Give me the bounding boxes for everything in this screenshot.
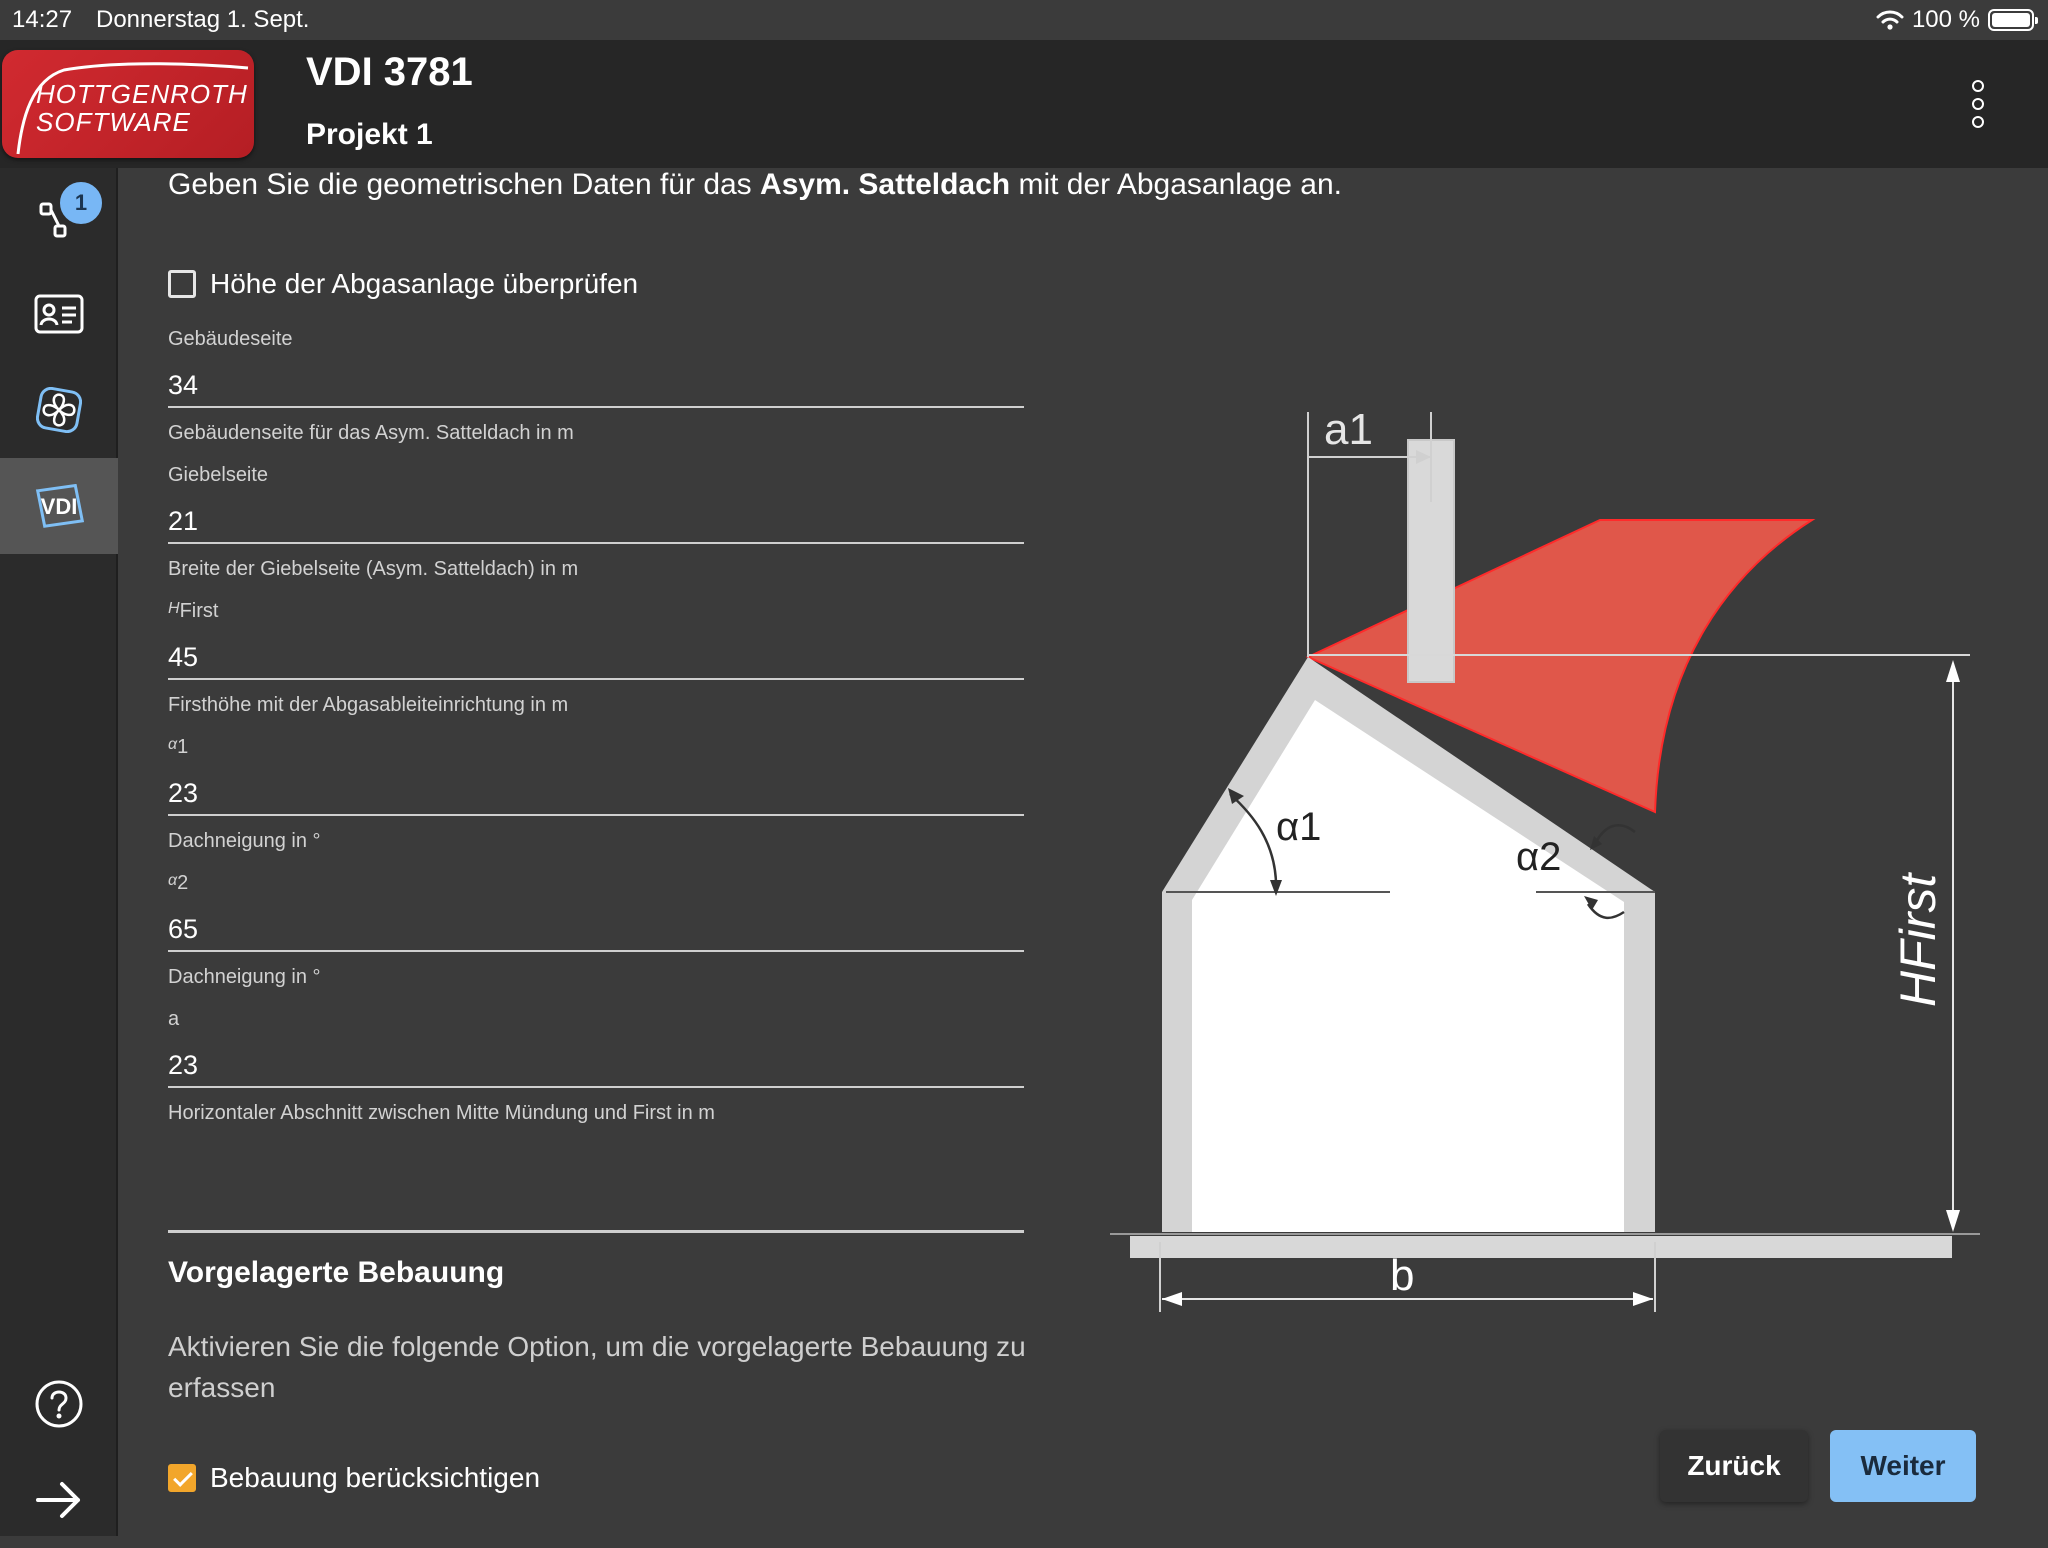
dot-icon (1972, 80, 1984, 92)
gebaeudeseite-input[interactable]: 34 (168, 370, 199, 400)
sidebar-item-contacts[interactable] (0, 266, 118, 362)
field-giebelseite (168, 464, 1024, 581)
diagram-label-alpha2: α2 (1516, 835, 1562, 879)
section-description: Aktivieren Sie die folgende Option, um die vorgelagerte Bebauung zu erfassen (168, 1331, 1026, 1403)
intro-text: Geben Sie die geometrischen Daten für das Asym. Satteldach mit der Abgasanlage an. (168, 168, 1343, 201)
dot-icon (1972, 98, 1984, 110)
diagram-label-a1: a1 (1324, 405, 1373, 454)
battery-icon (1988, 9, 2034, 31)
field-hint: Dachneigung in ° (168, 830, 321, 852)
field-hint: Firsthöhe mit der Abgasableiteinrichtung in m (168, 694, 569, 716)
project-name: Projekt 1 (306, 118, 433, 151)
vdi-icon (34, 484, 84, 528)
vdi-icon-label: VDI (40, 494, 78, 519)
field-hint: Gebäudenseite für das Asym. Satteldach in m (168, 422, 574, 444)
status-date: Donnerstag 1. Sept. (96, 6, 310, 33)
diagram-label-alpha1: α1 (1276, 805, 1322, 849)
field-label: $^H$First (168, 600, 219, 622)
input-underline (168, 678, 1024, 680)
hottgenroth-logo (2, 50, 254, 158)
field-label: Giebelseite (168, 464, 269, 486)
battery-percent: 100 % (1911, 6, 1980, 33)
giebelseite-input[interactable]: 21 (168, 506, 199, 536)
logo-line1: HOTTGENROTH (36, 79, 248, 109)
roof-diagram (1100, 392, 1980, 1322)
more-options-button[interactable] (1962, 76, 1992, 136)
notification-badge: 1 (58, 180, 104, 226)
hfirst-input[interactable]: 45 (168, 642, 199, 672)
field-gebaeudeseite (168, 328, 1024, 445)
sidebar-item-vdi[interactable] (0, 458, 118, 554)
app-title: VDI 3781 (306, 50, 473, 94)
help-button[interactable] (0, 1356, 118, 1452)
diagram-label-hfirst: HFirst (1890, 873, 1946, 1007)
field-label: Gebäudeseite (168, 328, 293, 350)
field-label: $^\alpha$1 (168, 736, 189, 758)
contact-card-icon (34, 294, 84, 334)
a-input[interactable]: 23 (168, 1050, 199, 1080)
check-building-row[interactable] (168, 1462, 540, 1494)
fan-icon (36, 387, 82, 433)
check-height-checkbox[interactable] (168, 270, 196, 298)
check-building-label: Bebauung berücksichtigen (210, 1462, 541, 1493)
arrow-right-icon (34, 1478, 84, 1522)
field-hint: Breite der Giebelseite (Asym. Satteldach) in m (168, 558, 579, 580)
next-button[interactable]: Weiter (1830, 1430, 1976, 1502)
roof-type-label: Asym. Satteldach (760, 168, 1011, 201)
field-label: a (168, 1008, 180, 1030)
alpha2-input[interactable]: 65 (168, 914, 199, 944)
field-label: $^\alpha$2 (168, 872, 189, 894)
forward-button[interactable] (0, 1452, 118, 1548)
input-underline (168, 950, 1024, 952)
input-underline (168, 1086, 1024, 1088)
status-bar (0, 0, 2048, 40)
check-building-checkbox[interactable] (168, 1464, 196, 1492)
section-title: Vorgelagerte Bebauung (168, 1256, 505, 1289)
alpha1-input[interactable]: 23 (168, 778, 199, 808)
logo-line2: SOFTWARE (36, 107, 191, 137)
field-hfirst (168, 600, 1024, 717)
ground (1130, 1236, 1952, 1258)
input-underline (168, 814, 1024, 816)
field-hint: Dachneigung in ° (168, 966, 321, 988)
input-underline (168, 406, 1024, 408)
app-bar (0, 40, 2048, 168)
diagram-label-b: b (1390, 1251, 1415, 1300)
sidebar (0, 168, 118, 1536)
help-icon (34, 1379, 84, 1429)
wifi-icon (1876, 9, 1904, 31)
check-height-row[interactable] (168, 268, 638, 300)
check-height-label: Höhe der Abgasanlage überprüfen (210, 268, 639, 299)
input-underline (168, 542, 1024, 544)
field-hint: Horizontaler Abschnitt zwischen Mitte Mündung und First in m (168, 1102, 715, 1124)
field-alpha1 (168, 736, 1024, 853)
section-divider (168, 1230, 1024, 1233)
field-a (168, 1008, 1024, 1125)
sidebar-item-fan[interactable] (0, 362, 118, 458)
dot-icon (1972, 116, 1984, 128)
field-alpha2 (168, 872, 1024, 989)
status-indicators (1876, 6, 2034, 34)
back-button[interactable]: Zurück (1660, 1430, 1808, 1502)
sidebar-item-workflow[interactable] (0, 170, 118, 266)
status-time: 14:27 (12, 6, 73, 33)
